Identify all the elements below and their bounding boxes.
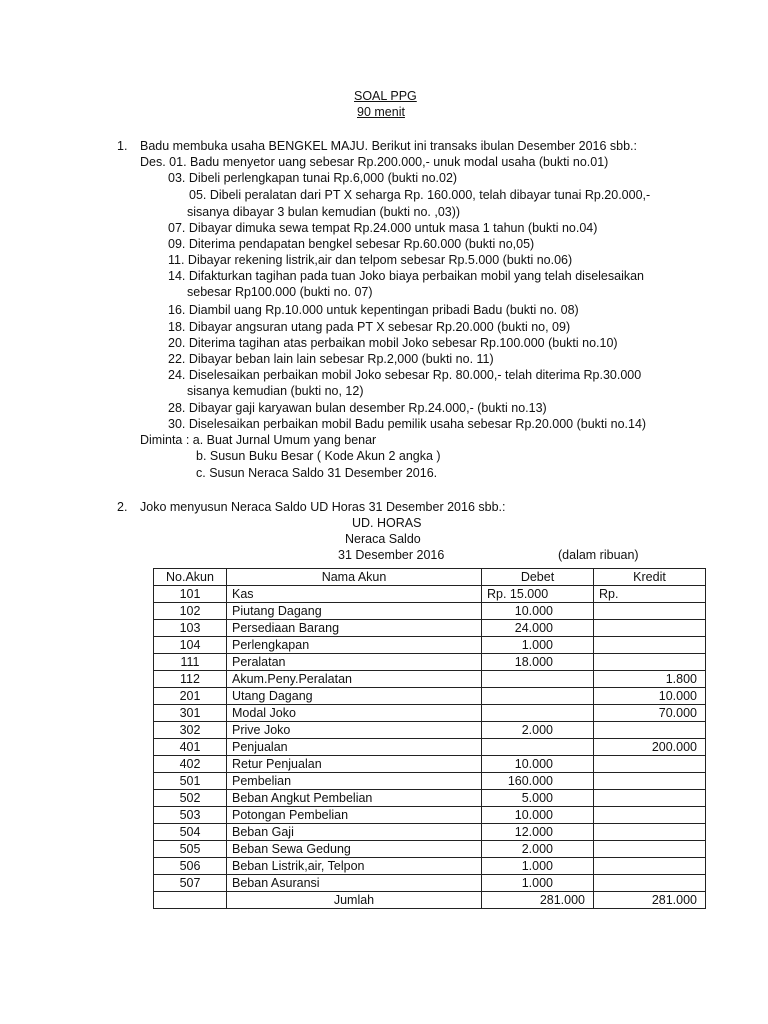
kredit-value <box>594 841 706 858</box>
table-row <box>154 739 706 756</box>
q1-line: 05. Dibeli peralatan dari PT X seharga Rp. 160.000, telah dibayar tunai Rp.20.000,- <box>189 188 651 202</box>
debet-value: 160.000 <box>482 773 594 790</box>
document-duration: 90 menit <box>357 105 405 119</box>
q1-line: 11. Dibayar rekening listrik,air dan telpom sebesar Rp.5.000 (bukti no.06) <box>168 253 573 267</box>
q1-line: 20. Diterima tagihan atas perbaikan mobil Joko sebesar Rp.100.000 (bukti no.10) <box>168 336 618 350</box>
kredit-value <box>594 824 706 841</box>
table-header-row <box>154 569 706 586</box>
report-unit: (dalam ribuan) <box>558 548 639 562</box>
account-number: 507 <box>154 875 227 892</box>
debet-value <box>482 739 594 756</box>
total-kredit: 281.000 <box>594 892 706 909</box>
account-name: Beban Gaji <box>227 824 482 841</box>
account-number: 401 <box>154 739 227 756</box>
document-title: SOAL PPG <box>354 89 417 103</box>
account-name: Beban Listrik,air, Telpon <box>227 858 482 875</box>
account-name: Peralatan <box>227 654 482 671</box>
account-number: 301 <box>154 705 227 722</box>
q2-number: 2. <box>117 500 128 514</box>
account-number: 505 <box>154 841 227 858</box>
account-number: 104 <box>154 637 227 654</box>
trial-balance-table <box>153 568 706 909</box>
debet-value: 12.000 <box>482 824 594 841</box>
account-number: 102 <box>154 603 227 620</box>
debet-value: 10.000 <box>482 807 594 824</box>
q2-intro: Joko menyusun Neraca Saldo UD Horas 31 Desember 2016 sbb.: <box>140 500 506 514</box>
account-name: Beban Angkut Pembelian <box>227 790 482 807</box>
account-number: 506 <box>154 858 227 875</box>
q1-line: sebesar Rp100.000 (bukti no. 07) <box>187 285 373 299</box>
debet-value <box>482 671 594 688</box>
table-row <box>154 875 706 892</box>
debet-value: 2.000 <box>482 722 594 739</box>
table-row <box>154 688 706 705</box>
debet-value: 18.000 <box>482 654 594 671</box>
q1-line: 16. Diambil uang Rp.10.000 untuk kepentingan pribadi Badu (bukti no. 08) <box>168 303 579 317</box>
table-row <box>154 790 706 807</box>
kredit-value: 1.800 <box>594 671 706 688</box>
total-debet: 281.000 <box>482 892 594 909</box>
table-row <box>154 671 706 688</box>
q1-line: 28. Dibayar gaji karyawan bulan desember Rp.24.000,- (bukti no.13) <box>168 401 547 415</box>
table-row <box>154 586 706 603</box>
account-number: 504 <box>154 824 227 841</box>
q1-line: 24. Diselesaikan perbaikan mobil Joko sebesar Rp. 80.000,- telah diterima Rp.30.000 <box>168 368 642 382</box>
table-row <box>154 756 706 773</box>
kredit-value <box>594 875 706 892</box>
kredit-value <box>594 654 706 671</box>
account-number: 302 <box>154 722 227 739</box>
table-row <box>154 620 706 637</box>
account-number: 201 <box>154 688 227 705</box>
kredit-value <box>594 790 706 807</box>
account-name: Piutang Dagang <box>227 603 482 620</box>
q1-line: 14. Difakturkan tagihan pada tuan Joko biaya perbaikan mobil yang telah diselesaikan <box>168 269 645 283</box>
total-label: Jumlah <box>227 892 482 909</box>
account-name: Beban Sewa Gedung <box>227 841 482 858</box>
account-number: 101 <box>154 586 227 603</box>
debet-value: 10.000 <box>482 756 594 773</box>
debet-value: 24.000 <box>482 620 594 637</box>
debet-value <box>482 688 594 705</box>
table-row <box>154 654 706 671</box>
account-name: Perlengkapan <box>227 637 482 654</box>
q1-line: Des. 01. Badu menyetor uang sebesar Rp.200.000,- unuk modal usaha (bukti no.01) <box>140 155 609 169</box>
q1-line: 03. Dibeli perlengkapan tunai Rp.6,000 (bukti no.02) <box>168 171 458 185</box>
company-name: UD. HORAS <box>352 516 422 530</box>
q1-intro: Badu membuka usaha BENGKEL MAJU. Berikut ini transaks ibulan Desember 2016 sbb.: <box>140 139 638 153</box>
q1-line: 30. Diselesaikan perbaikan mobil Badu pemilik usaha sebesar Rp.20.000 (bukti no.14) <box>168 417 647 431</box>
col-header-debet: Debet <box>482 569 594 586</box>
kredit-value: 200.000 <box>594 739 706 756</box>
account-name: Retur Penjualan <box>227 756 482 773</box>
col-header-kredit: Kredit <box>594 569 706 586</box>
kredit-value <box>594 858 706 875</box>
account-name: Prive Joko <box>227 722 482 739</box>
kredit-value <box>594 637 706 654</box>
q1-number: 1. <box>117 139 128 153</box>
kredit-value <box>594 756 706 773</box>
debet-value: 1.000 <box>482 875 594 892</box>
q1-diminta: Diminta : a. Buat Jurnal Umum yang benar <box>140 433 377 447</box>
kredit-value: Rp. <box>594 586 706 603</box>
q1-diminta: c. Susun Neraca Saldo 31 Desember 2016. <box>196 466 438 480</box>
account-number: 502 <box>154 790 227 807</box>
account-name: Kas <box>227 586 482 603</box>
debet-value: 10.000 <box>482 603 594 620</box>
q1-line: 09. Diterima pendapatan bengkel sebesar Rp.60.000 (bukti no,05) <box>168 237 535 251</box>
total-no-cell <box>154 892 227 909</box>
account-number: 402 <box>154 756 227 773</box>
account-name: Beban Asuransi <box>227 875 482 892</box>
q1-line: 18. Dibayar angsuran utang pada PT X sebesar Rp.20.000 (bukti no, 09) <box>168 320 571 334</box>
account-number: 503 <box>154 807 227 824</box>
debet-value <box>482 705 594 722</box>
debet-value: 5.000 <box>482 790 594 807</box>
table-row <box>154 773 706 790</box>
account-number: 103 <box>154 620 227 637</box>
q1-diminta: b. Susun Buku Besar ( Kode Akun 2 angka ) <box>196 449 441 463</box>
account-name: Akum.Peny.Peralatan <box>227 671 482 688</box>
kredit-value <box>594 620 706 637</box>
q1-line: sisanya kemudian (bukti no, 12) <box>187 384 364 398</box>
kredit-value: 70.000 <box>594 705 706 722</box>
account-number: 111 <box>154 654 227 671</box>
account-number: 501 <box>154 773 227 790</box>
debet-value: 1.000 <box>482 858 594 875</box>
account-name: Pembelian <box>227 773 482 790</box>
table-row <box>154 603 706 620</box>
account-name: Penjualan <box>227 739 482 756</box>
q1-line: 07. Dibayar dimuka sewa tempat Rp.24.000 untuk masa 1 tahun (bukti no.04) <box>168 221 598 235</box>
table-row <box>154 637 706 654</box>
account-name: Utang Dagang <box>227 688 482 705</box>
table-row <box>154 807 706 824</box>
table-row <box>154 841 706 858</box>
debet-value: 2.000 <box>482 841 594 858</box>
debet-value: 1.000 <box>482 637 594 654</box>
account-number: 112 <box>154 671 227 688</box>
account-name: Potongan Pembelian <box>227 807 482 824</box>
table-row <box>154 705 706 722</box>
col-header-no-akun: No.Akun <box>154 569 227 586</box>
table-row <box>154 858 706 875</box>
q1-line: 22. Dibayar beban lain lain sebesar Rp.2,000 (bukti no. 11) <box>168 352 494 366</box>
col-header-nama-akun: Nama Akun <box>227 569 482 586</box>
kredit-value <box>594 722 706 739</box>
table-row <box>154 824 706 841</box>
kredit-value: 10.000 <box>594 688 706 705</box>
kredit-value <box>594 603 706 620</box>
q1-line: sisanya dibayar 3 bulan kemudian (bukti no. ,03)) <box>187 205 461 219</box>
debet-value: Rp. 15.000 <box>482 586 594 603</box>
account-name: Modal Joko <box>227 705 482 722</box>
report-date: 31 Desember 2016 <box>338 548 445 562</box>
kredit-value <box>594 807 706 824</box>
table-row <box>154 722 706 739</box>
total-row <box>154 892 706 909</box>
account-name: Persediaan Barang <box>227 620 482 637</box>
report-title: Neraca Saldo <box>345 532 421 546</box>
kredit-value <box>594 773 706 790</box>
